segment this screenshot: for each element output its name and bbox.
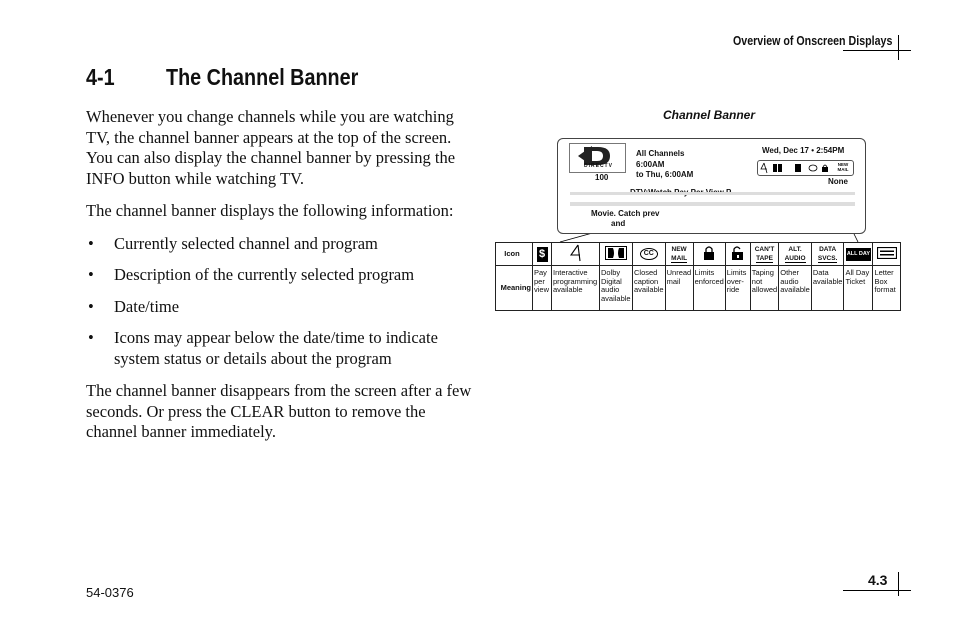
start-time: 6:00AM bbox=[636, 160, 665, 169]
document-number: 54-0376 bbox=[86, 585, 134, 600]
meaning-cell: Unread mail bbox=[665, 266, 693, 311]
channel-number: 100 bbox=[595, 173, 609, 182]
alt-audio-icon: ALT. AUDIO bbox=[779, 243, 812, 266]
banner-status-icons bbox=[757, 160, 854, 176]
meaning-cell: Interactive programming available bbox=[552, 266, 600, 311]
dolby-icon bbox=[600, 243, 633, 266]
dollar-icon: $ bbox=[533, 243, 552, 266]
list-item: • Currently selected channel and program bbox=[86, 234, 476, 255]
meaning-row bbox=[496, 266, 901, 311]
section-number: 4-1 bbox=[86, 64, 115, 90]
letterbox-icon-glyph bbox=[877, 247, 897, 259]
banner-datetime: Wed, Dec 17 • 2:54PM bbox=[762, 146, 845, 155]
meaning-cell: Limits enforced bbox=[693, 266, 725, 311]
meaning-cell: Taping not allowed bbox=[750, 266, 778, 311]
program-description-cont: and bbox=[611, 219, 626, 228]
directv-logo bbox=[569, 143, 626, 173]
limits-override-icon bbox=[725, 243, 750, 266]
data-svcs-icon: DATA SVCS. bbox=[811, 243, 844, 266]
banner-new-mail-icon: NEW MAIL bbox=[837, 162, 849, 172]
meaning-cell: Data available bbox=[811, 266, 844, 311]
logo-text: DIRECTV bbox=[584, 163, 613, 169]
closing-paragraph: The channel banner disappears from the screen after a few seconds. Or press the CLEAR button to remove the channel banner immediately. bbox=[86, 381, 472, 441]
meaning-cell: Dolby Digital audio available bbox=[600, 266, 633, 311]
meaning-cell: Letter Box format bbox=[873, 266, 901, 311]
intro-paragraph: Whenever you change channels while you are watching TV, the channel banner appears at the top of the screen. You can also display the channel banner by pressing the INFO button while watching TV. bbox=[86, 107, 456, 188]
icon-legend-table bbox=[495, 242, 901, 311]
banner-divider bbox=[570, 202, 855, 206]
lock-icon bbox=[693, 243, 725, 266]
meaning-row-label: Meaning bbox=[496, 266, 533, 311]
dolby-icon-glyph bbox=[605, 246, 627, 260]
meaning-cell: Closed caption available bbox=[633, 266, 666, 311]
channel-banner-illustration bbox=[557, 138, 866, 234]
header-tick bbox=[898, 35, 899, 60]
rating: None bbox=[828, 177, 848, 186]
lock-icon-glyph bbox=[703, 245, 715, 261]
new-mail-icon: NEW MAIL bbox=[665, 243, 693, 266]
interactive-icon bbox=[552, 243, 600, 266]
meaning-cell: All Day Ticket bbox=[844, 266, 873, 311]
channel-name: All Channels bbox=[636, 149, 685, 158]
header-rule bbox=[843, 50, 911, 51]
letterbox-icon bbox=[873, 243, 901, 266]
list-item: • Date/time bbox=[86, 297, 476, 318]
all-day-ticket-icon: ALL DAY bbox=[844, 243, 873, 266]
footer-rule bbox=[843, 590, 911, 591]
cant-tape-icon: CAN'T TAPE bbox=[750, 243, 778, 266]
body-text bbox=[86, 107, 476, 455]
program-description: Movie. Catch prev bbox=[591, 209, 660, 218]
interactive-icon-glyph bbox=[568, 244, 584, 262]
meaning-cell: Pay per view bbox=[533, 266, 552, 311]
list-item: • Description of the currently selected program bbox=[86, 265, 476, 286]
icon-row bbox=[496, 243, 901, 266]
list-intro-paragraph: The channel banner displays the following information: bbox=[86, 201, 454, 220]
meaning-cell: Other audio available bbox=[779, 266, 812, 311]
banner-divider bbox=[570, 192, 855, 195]
figure-caption: Channel Banner bbox=[663, 108, 756, 122]
page-number: 4.3 bbox=[868, 572, 888, 588]
info-list bbox=[86, 234, 476, 370]
closed-caption-icon: CC bbox=[633, 243, 666, 266]
list-item: • Icons may appear below the date/time to indicate system status or details about the program bbox=[86, 328, 476, 369]
end-time: to Thu, 6:00AM bbox=[636, 170, 694, 179]
footer-tick bbox=[898, 572, 899, 596]
section-title: The Channel Banner bbox=[166, 64, 359, 90]
running-header: Overview of Onscreen Displays bbox=[733, 33, 893, 48]
unlock-icon-glyph bbox=[731, 245, 745, 261]
meaning-cell: Limits over-ride bbox=[725, 266, 750, 311]
icon-row-label: Icon bbox=[496, 243, 533, 266]
